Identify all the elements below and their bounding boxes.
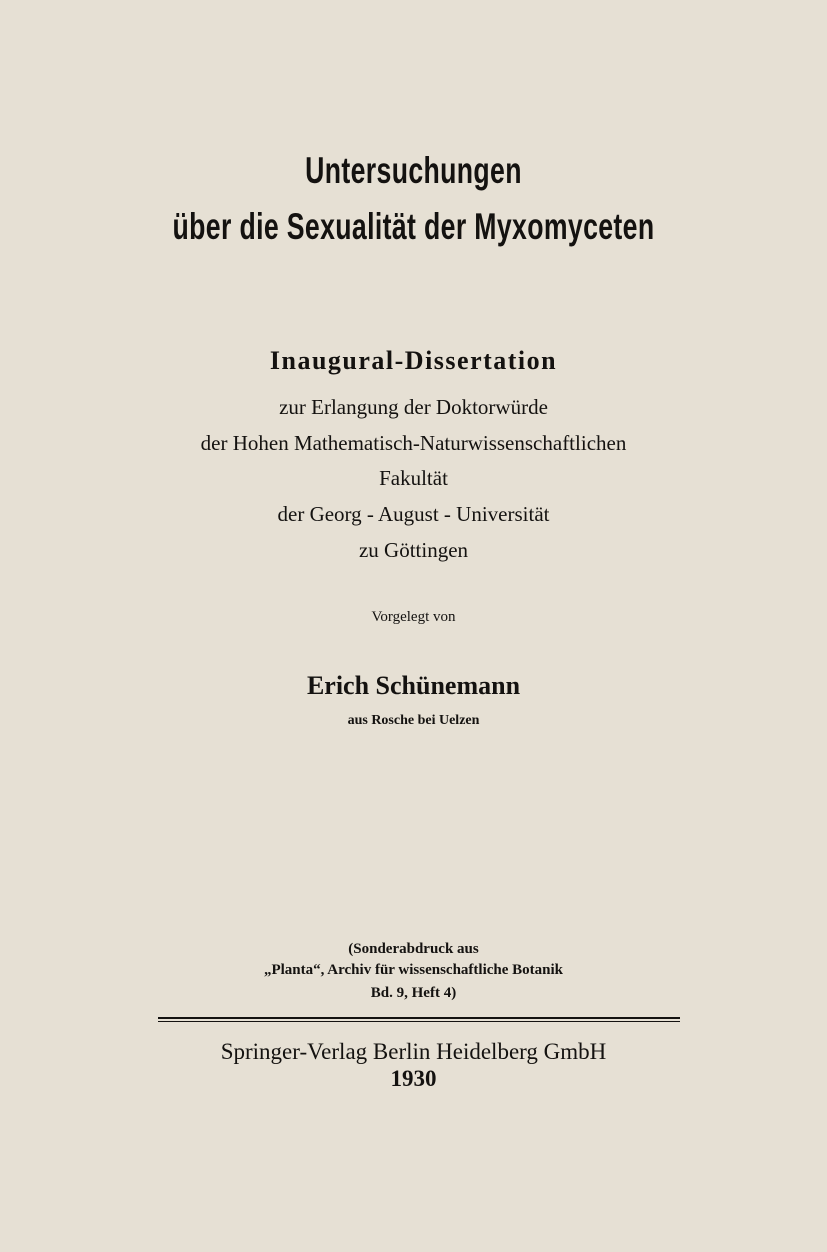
reprint-line-1: (Sonderabdruck aus (348, 941, 479, 957)
submitted-by: Vorgelegt von (371, 609, 456, 625)
publisher-name: Springer-Verlag Berlin Heidelberg GmbH (220, 1039, 607, 1064)
divider-thin (158, 1021, 680, 1022)
dissertation-line-2: der Hohen Mathematisch-Naturwissenschaftlichen (200, 431, 627, 455)
reprint-line-3: Bd. 9, Heft 4) (370, 985, 457, 1001)
author-origin: aus Rosche bei Uelzen (347, 713, 480, 728)
publication-year: 1930 (390, 1066, 437, 1091)
divider-thick (158, 1017, 680, 1019)
author-name: Erich Schünemann (306, 671, 521, 700)
dissertation-heading: Inaugural-Dissertation (269, 346, 558, 375)
dissertation-line-5: zu Göttingen (358, 538, 469, 562)
reprint-line-2: „Planta“, Archiv für wissenschaftliche Botanik (263, 962, 564, 978)
dissertation-line-4: der Georg - August - Universität (277, 502, 550, 526)
title-line-2: über die Sexualität der Myxomyceten (172, 206, 655, 247)
title-line-1: Untersuchungen (305, 150, 522, 191)
dissertation-line-1: zur Erlangung der Doktorwürde (279, 395, 548, 419)
dissertation-line-3: Fakultät (379, 466, 448, 490)
